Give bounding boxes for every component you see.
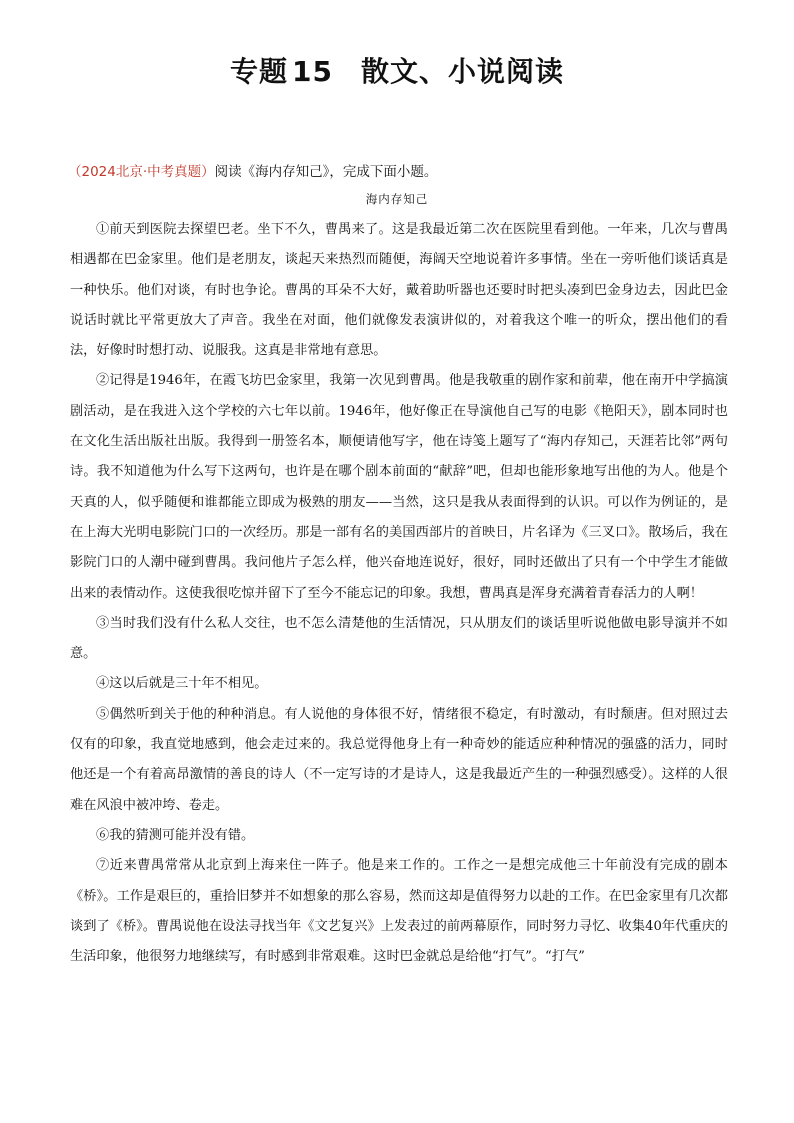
passage-body — [70, 215, 728, 972]
question-intro — [68, 160, 748, 180]
title-number: 15 — [292, 55, 333, 88]
paragraph-1: ①前天到医院去探望巴老。坐下不久，曹禺来了。这是我最近第二次在医院里看到他。一年来，几次与曹禺相遇都在巴金家里。他们是老朋友，谈起天来热烈而随便，海阔天空地说着许多事情。坐在一旁听他们谈话真是一种快乐。他们对谈，有时也争论。曹禺的耳朵不大好，戴着助听器也还要时时把头凑到巴金身边去，因此巴金说话时就比平常更放大了声音。我坐在对面，他们就像发表演讲似的，对着我这个唯一的听众，摆出他们的看法，好像时时想打动、说服我。这真是非常地有意思。 — [70, 222, 728, 359]
question-instruction: 阅读《海内存知己》，完成下面小题。 — [214, 164, 438, 180]
page-title — [0, 50, 794, 90]
paragraph-5: ⑤偶然听到关于他的种种消息。有人说他的身体很不好，情绪很不稳定，有时激动，有时颓唐。但对照过去仅有的印象，我直觉地感到，他会走过来的。我总觉得他身上有一种奇妙的能适应种种情况的强盛的活力，同时他还是一个有着高昂激情的善良的诗人（不一定写诗的才是诗人，这是我最近产生的一种强烈感受）。这样的人很难在风浪中被冲垮、卷走。 — [70, 706, 728, 813]
title-prefix: 专题 — [230, 55, 289, 88]
title-main: 散文、小说阅读 — [360, 55, 564, 88]
paragraph-4: ④这以后就是三十年不相见。 — [96, 676, 268, 692]
question-source: （2024北京·中考真题） — [68, 164, 215, 180]
paragraph-3: ③当时我们没有什么私人交往，也不怎么清楚他的生活情况，只从朋友们的谈话里听说他做电影导演并不如意。 — [70, 615, 728, 662]
paragraph-2: ②记得是1946年，在霞飞坊巴金家里，我第一次见到曹禺。他是我敬重的剧作家和前辈，他在南开中学搞演剧活动，是在我进入这个学校的六七年以前。1946年，他好像正在导演他自己写的电影《艳阳天》，剧本同时也在文化生活出版社出版。我得到一册签名本，顺便请他写字，他在诗笺上题写了“海内存知己，天涯若比邻”两句诗。我不知道他为什么写下这两句，也许是在哪个剧本前面的“献辞”吧，但却也能形象地写出他的为人。他是个天真的人，似乎随便和谁都能立即成为极熟的朋友——当然，这只是我从表面得到的认识。可以作为例证的，是在上海大光明电影院门口的一次经历。那是一部有名的美国西部片的首映日，片名译为《三叉口》。散场后，我在影院门口的人潮中碰到曹禺。我问他片子怎么样，他兴奋地连说好，很好，同时还做出了只有一个中学生才能做出来的表情动作。这使我很吃惊并留下了至今不能忘记的印象。我想，曹禺真是浑身充满着青春活力的人啊！ — [70, 373, 728, 601]
paragraph-7: ⑦近来曹禺常常从北京到上海来住一阵子。他是来工作的。工作之一是想完成他三十年前没有完成的剧本《桥》。工作是艰巨的，重拾旧梦并不如想象的那么容易，然而这却是值得努力以赴的工作。在巴金家里有几次都谈到了《桥》。曹禺说他在设法寻找当年《文艺复兴》上发表过的前两幕原作，同时努力寻忆、收集40年代重庆的生活印象，他很努力地继续写，有时感到非常艰难。这时巴金就总是给他“打气”。“打气” — [70, 858, 728, 965]
passage-title: 海内存知己 — [365, 192, 429, 206]
paragraph-6: ⑥我的猜测可能并没有错。 — [96, 827, 255, 843]
